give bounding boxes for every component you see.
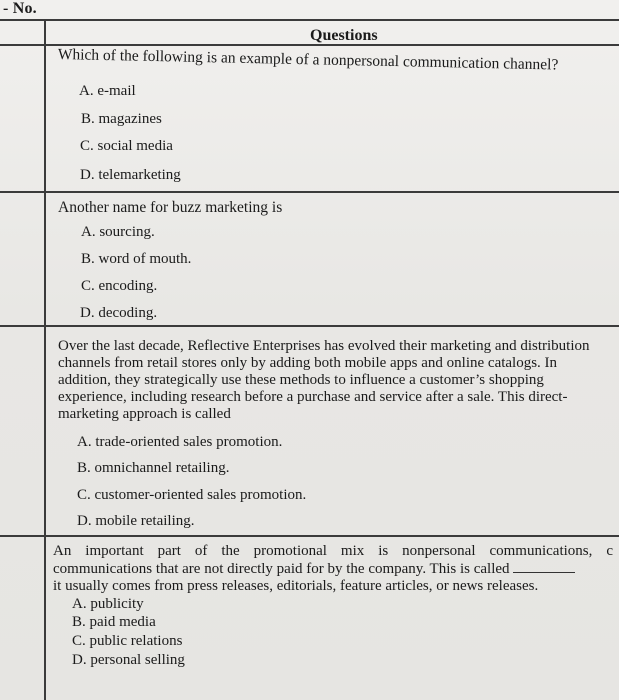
option-text: customer-oriented sales promotion.	[94, 487, 307, 503]
option-text: word of mouth.	[98, 251, 192, 267]
question-4-text	[53, 543, 613, 595]
row-rule-2	[0, 325, 619, 327]
option-text: omnichannel retailing.	[94, 460, 230, 476]
column-header-questions: Questions	[310, 27, 378, 44]
option-letter: B.	[72, 614, 86, 630]
option-1d	[80, 167, 181, 184]
option-text: magazines	[98, 111, 162, 127]
option-text: telemarketing	[98, 167, 181, 183]
option-letter: A.	[79, 83, 94, 99]
option-4d	[72, 652, 185, 669]
option-3b	[77, 460, 229, 477]
option-text: mobile retailing.	[95, 513, 195, 529]
option-text: public relations	[89, 633, 183, 649]
option-3d	[77, 513, 194, 530]
option-letter: C.	[81, 278, 95, 294]
question-1-text: Which of the following is an example of a nonpersonal communication channel?	[57, 46, 559, 74]
option-1a	[79, 83, 136, 100]
row-rule-1	[0, 191, 619, 193]
option-3a	[77, 434, 282, 451]
option-text: encoding.	[98, 278, 158, 294]
row-rule-3	[0, 535, 619, 537]
table-vertical-rule	[44, 20, 46, 700]
option-letter: C.	[80, 138, 94, 154]
option-letter: D.	[80, 305, 95, 321]
option-1c	[80, 138, 173, 155]
answer-blank	[513, 560, 575, 573]
option-4b	[72, 614, 156, 631]
option-2c	[81, 278, 157, 295]
option-4a	[72, 596, 144, 613]
option-letter: A.	[81, 224, 96, 240]
question-2-text: Another name for buzz marketing is	[58, 199, 283, 216]
option-letter: B.	[81, 111, 95, 127]
column-header-number: - No.	[3, 0, 37, 17]
table-header-rule	[0, 44, 619, 46]
option-text: trade-oriented sales promotion.	[95, 434, 283, 450]
question-4-text-part1: An important part of the promotional mix is nonpersonal communications, c communications that are not directly paid for by the company. This is called	[53, 543, 613, 577]
option-letter: B.	[81, 251, 95, 267]
option-letter: D.	[80, 167, 95, 183]
option-text: paid media	[89, 614, 156, 630]
option-letter: A.	[72, 596, 87, 612]
question-3-text: Over the last decade, Reflective Enterprises has evolved their marketing and distribution channels from retail stores only by adding both mobile apps and online catalogs. In addition, they strategically use these methods to influence a customer’s shopping experience, including research before a purchase and service after a sale. This direct-marketing approach is called	[58, 338, 590, 422]
option-text: social media	[97, 138, 173, 154]
option-text: publicity	[90, 596, 144, 612]
table-top-rule	[0, 19, 619, 21]
option-2b	[81, 251, 191, 268]
option-letter: D.	[72, 652, 87, 668]
option-text: sourcing.	[99, 224, 155, 240]
option-letter: A.	[77, 434, 92, 450]
option-letter: B.	[77, 460, 91, 476]
option-text: personal selling	[90, 652, 185, 668]
option-3c	[77, 487, 306, 504]
option-letter: D.	[77, 513, 92, 529]
option-2a	[81, 224, 155, 241]
option-4c	[72, 633, 182, 650]
option-letter: C.	[72, 633, 86, 649]
question-4-text-part2: it usually comes from press releases, editorials, feature articles, or news releases.	[53, 578, 539, 594]
option-text: e-mail	[97, 83, 136, 99]
option-text: decoding.	[98, 305, 158, 321]
option-letter: C.	[77, 487, 91, 503]
option-2d	[80, 305, 157, 322]
option-1b	[81, 111, 162, 128]
